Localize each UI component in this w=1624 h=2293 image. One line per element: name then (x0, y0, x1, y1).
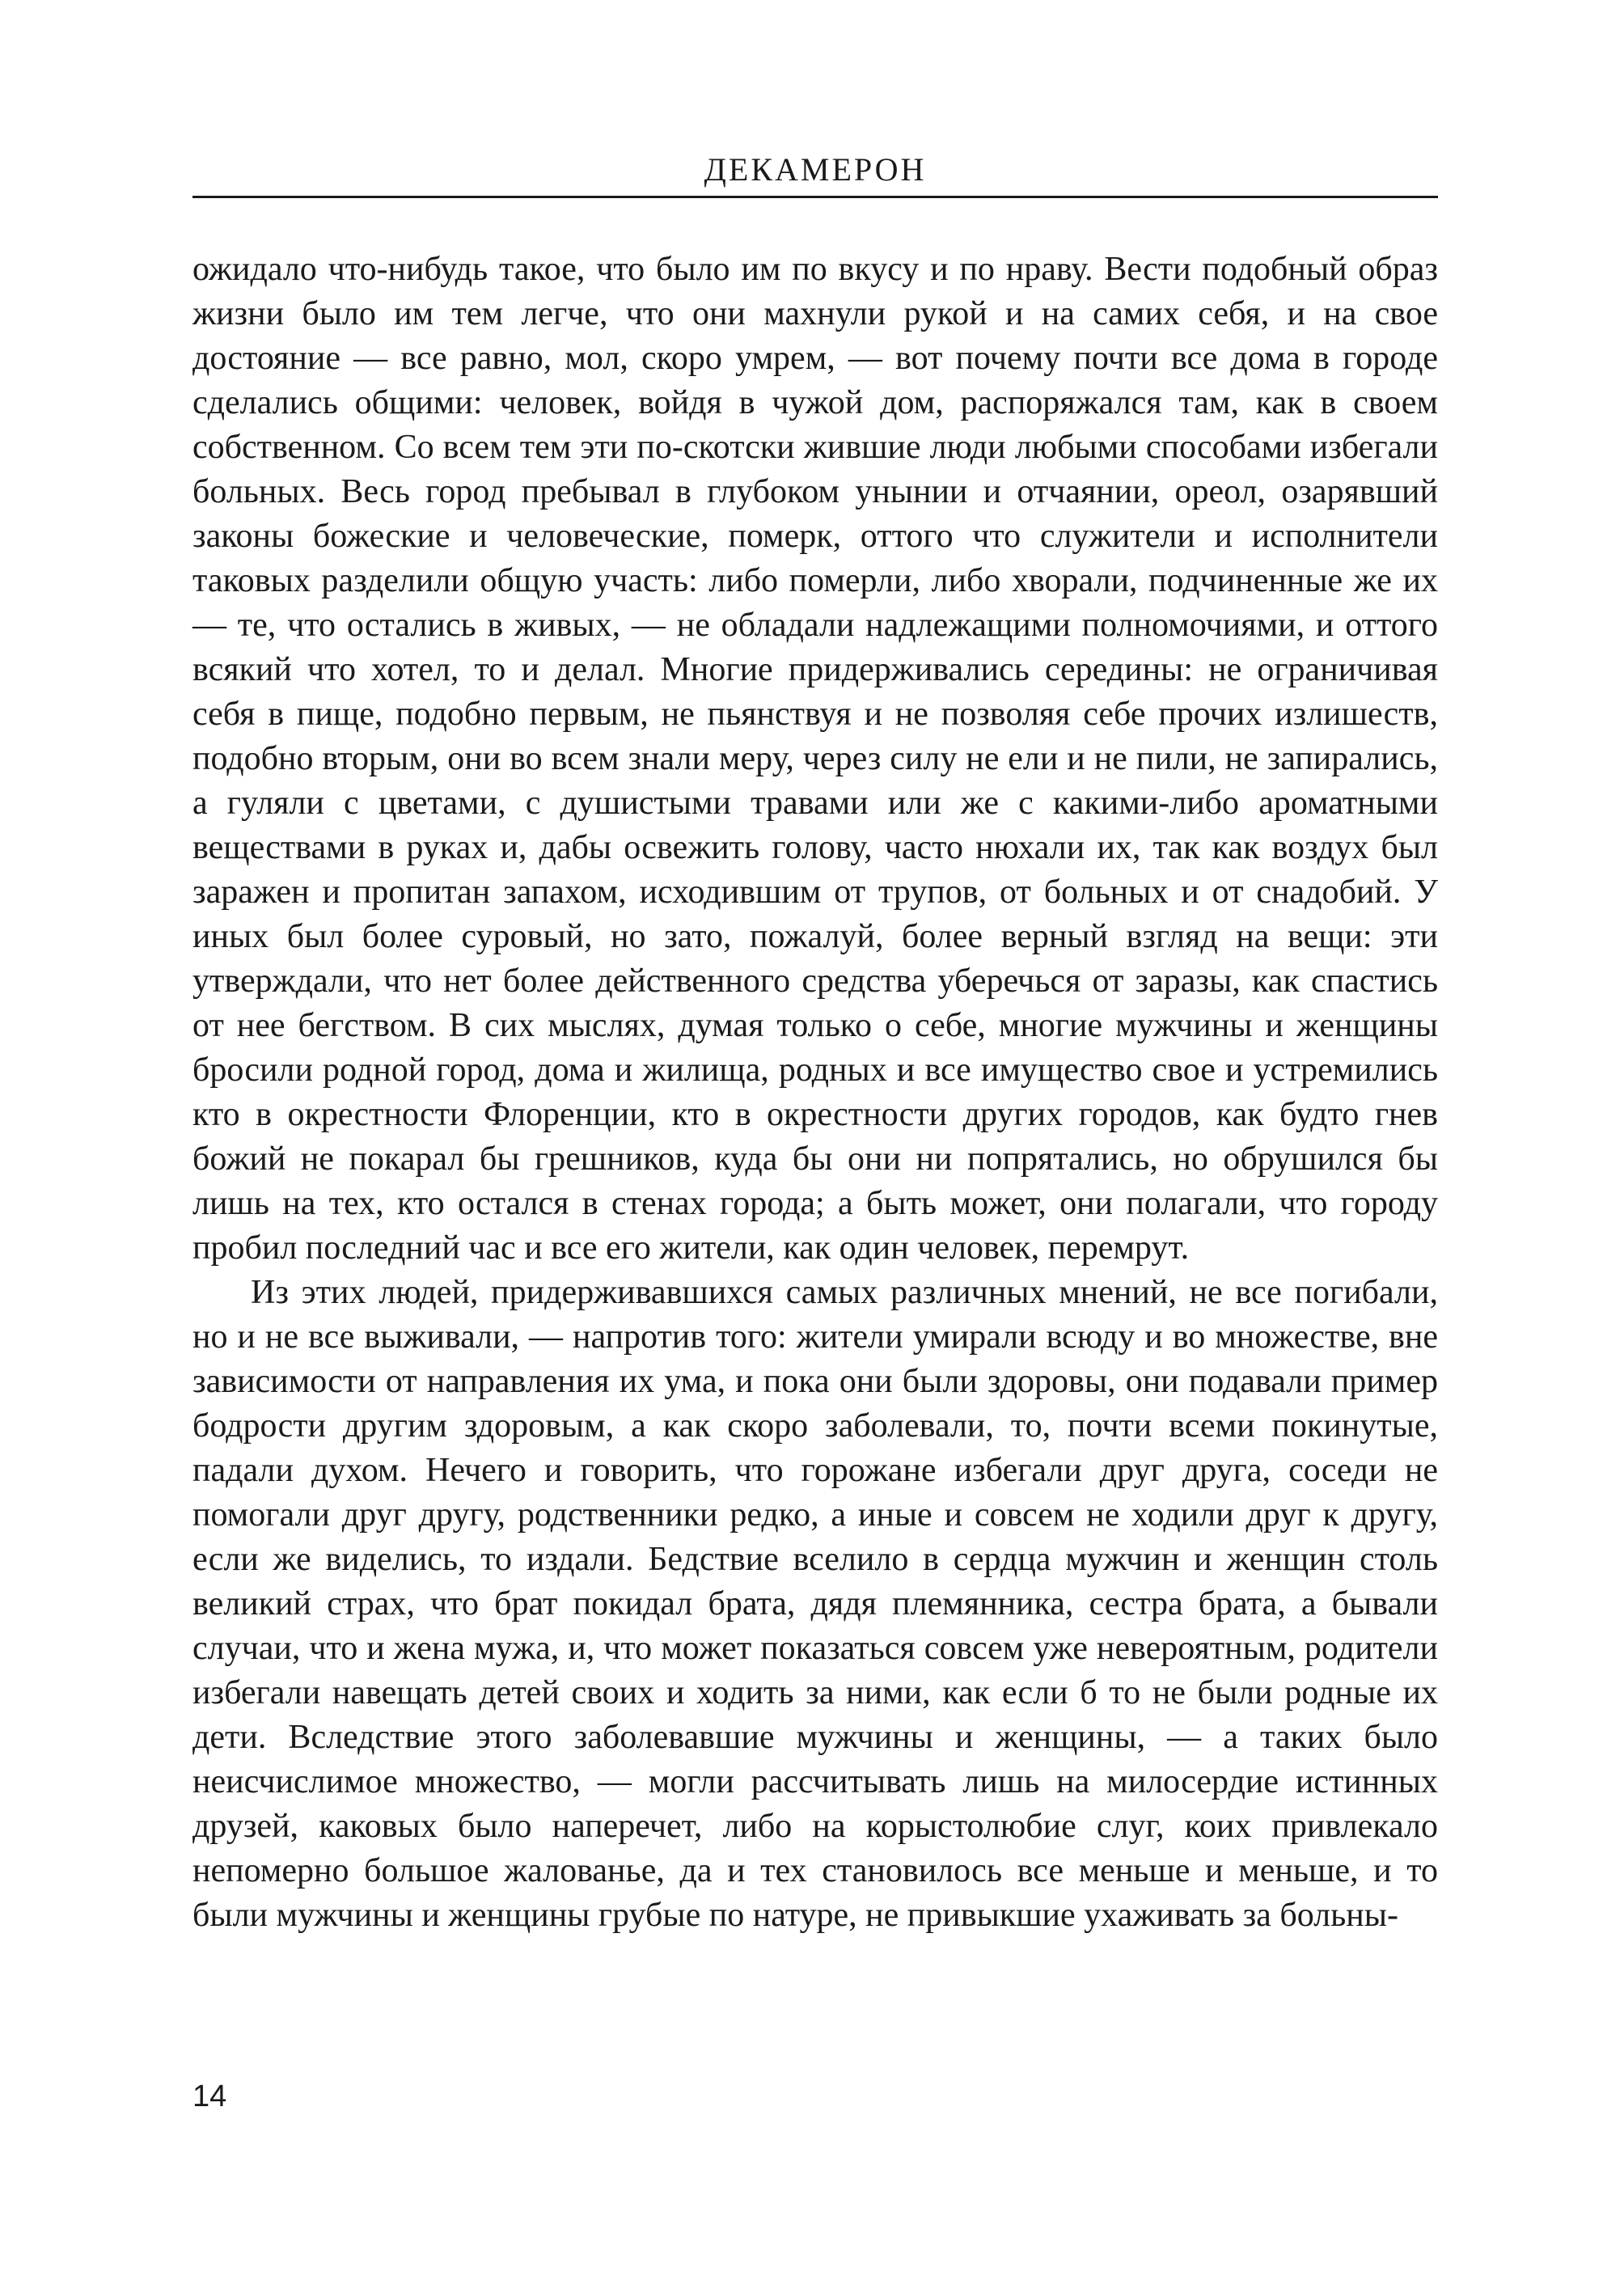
paragraph-continued: ожидало что-нибудь такое, что было им по вкусу и по нраву. Вести подобный образ жизни было им тем легче, что они махнули рукой и на самих себя, и на свое достояние — все равно, мол, скоро умрем, — вот почему почти все дома в городе сделались общими: человек, войдя в чужой дом, распоряжался там, как в своем собственном. Со всем тем эти по-скотски жившие люди любыми способами избегали больных. Весь город пребывал в глубоком унынии и отчаянии, ореол, озарявший законы божеские и человеческие, померк, оттого что служители и исполнители таковых разделили общую участь: либо померли, либо хворали, подчиненные же их — те, что остались в живых, — не обладали надлежащими полномочиями, и оттого всякий что хотел, то и делал. Многие придерживались середины: не ограничивая себя в пище, подобно первым, не пьянствуя и не позволяя себе прочих излишеств, подобно вторым, они во всем знали меру, через силу не ели и не пили, не запирались, а гуляли с цветами, с душистыми травами или же с какими-либо ароматными веществами в руках и, дабы освежить голову, часто нюхали их, так как воздух был заражен и пропитан запахом, исходившим от трупов, от больных и от снадобий. У иных был более суровый, но зато, пожалуй, более верный взгляд на вещи: эти утверждали, что нет более действенного средства уберечься от заразы, как спастись от нее бегством. В сих мыслях, думая только о себе, многие мужчины и женщины бросили родной город, дома и жилища, родных и все имущество свое и устремились кто в окрестности Флоренции, кто в окрестности других городов, как будто гнев божий не покарал бы грешников, куда бы они ни попрятались, но обрушился бы лишь на тех, кто остался в стенах города; а быть может, они полагали, что городу пробил последний час и все его жители, как один человек, перемрут. (192, 251, 1438, 1267)
running-head: ДЕКАМЕРОН (704, 151, 927, 188)
header-rule (192, 196, 1438, 198)
body-text (192, 247, 1438, 1938)
page-number: 14 (192, 2079, 227, 2113)
paragraph: Из этих людей, придерживавшихся самых различных мнений, не все погибали, но и не все выживали, — напротив того: жители умирали всюду и во множестве, вне зависимости от направления их ума, и пока они были здоровы, они подавали пример бодрости другим здоровым, а как скоро заболевали, то, почти всеми покинутые, падали духом. Нечего и говорить, что горожане избегали друг друга, соседи не помогали друг другу, родственники редко, а иные и совсем не ходили друг к другу, если же виделись, то издали. Бедствие вселило в сердца мужчин и женщин столь великий страх, что брат покидал брата, дядя племянника, сестра брата, а бывали случаи, что и жена мужа, и, что может показаться совсем уже невероятным, родители избегали навещать детей своих и ходить за ними, как если б то не были родные их дети. Вследствие этого заболевавшие мужчины и женщины, — а таких было неисчислимое множество, — могли рассчитывать лишь на милосердие истинных друзей, каковых было наперечет, либо на корыстолюбие слуг, коих привлекало непомерно большое жалованье, да и тех становилось все меньше и меньше, и то были мужчины и женщины грубые по натуре, не привыкшие ухаживать за больны- (192, 1274, 1438, 1934)
